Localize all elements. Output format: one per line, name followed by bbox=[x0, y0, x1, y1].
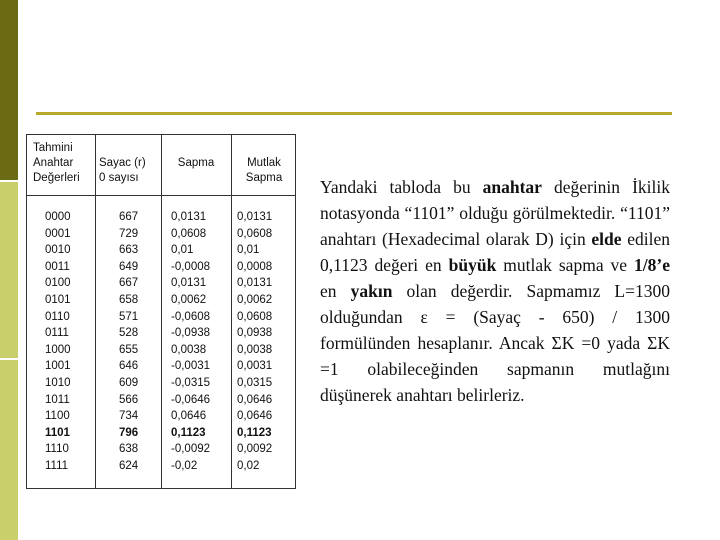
table-cell: 0,0038 bbox=[237, 343, 273, 356]
table-cell: 0,0608 bbox=[171, 227, 207, 240]
column-counter bbox=[119, 209, 138, 475]
table-cell: 655 bbox=[119, 343, 139, 356]
table-cell: 0,0646 bbox=[171, 410, 207, 423]
table-column-divider bbox=[161, 135, 162, 488]
table-cell: 1101 bbox=[45, 426, 70, 439]
table-cell: 1100 bbox=[45, 410, 70, 423]
table-cell: 646 bbox=[119, 360, 139, 373]
table-cell: -0,02 bbox=[171, 459, 198, 472]
table-cell: 566 bbox=[119, 393, 139, 406]
header-line: Sayac (r) bbox=[99, 157, 146, 169]
table-cell: -0,0938 bbox=[171, 327, 211, 340]
table-cell: 0,01 bbox=[237, 244, 260, 257]
table-cell: 0,0092 bbox=[237, 443, 273, 456]
table-cell: 0,0131 bbox=[237, 277, 273, 290]
explanation-paragraph bbox=[320, 174, 670, 408]
column-key-values bbox=[45, 209, 71, 475]
table-cell: 528 bbox=[119, 327, 139, 340]
table-cell: 0000 bbox=[45, 211, 71, 223]
header-key-values bbox=[33, 141, 93, 186]
table-cell: 0010 bbox=[45, 244, 71, 257]
table-cell: -0,0315 bbox=[171, 376, 211, 389]
header-line: Değerleri bbox=[33, 172, 80, 184]
table-cell: 0101 bbox=[45, 293, 71, 306]
table-cell: 734 bbox=[119, 410, 139, 423]
table-cell: 0011 bbox=[45, 260, 70, 273]
paragraph-text: edilen 0,1123 değeri en bbox=[320, 229, 670, 275]
paragraph-text: mutlak sapma ve bbox=[496, 255, 635, 275]
table-cell: 0,0131 bbox=[237, 211, 273, 223]
table-cell: 0,0031 bbox=[237, 360, 273, 373]
table-cell: 0,0062 bbox=[237, 293, 273, 306]
table-cell: 667 bbox=[119, 211, 139, 223]
paragraph-text: en bbox=[320, 281, 351, 301]
table-cell: 0100 bbox=[45, 277, 71, 290]
emphasized-text: yakın bbox=[350, 281, 393, 301]
table-column-divider bbox=[231, 135, 232, 488]
emphasized-text: 1/8’e bbox=[634, 255, 671, 275]
paragraph-text: değerinin İkilik notasyonda “1101” olduğu görülmektedir. “1101” anahtarı (Hexadecimal olarak D) için bbox=[320, 177, 670, 249]
table-cell: 796 bbox=[119, 426, 139, 439]
header-counter bbox=[99, 156, 161, 186]
table-cell: 0111 bbox=[45, 327, 69, 340]
left-accent-bar-dark bbox=[0, 0, 18, 180]
table-cell: 729 bbox=[119, 227, 139, 240]
table-cell: 1011 bbox=[45, 393, 70, 406]
table-cell: 1010 bbox=[45, 376, 71, 389]
table-cell: -0,0008 bbox=[171, 260, 211, 273]
header-deviation bbox=[161, 156, 231, 171]
table-cell: 609 bbox=[119, 376, 139, 389]
header-line: Sapma bbox=[177, 157, 215, 169]
header-line: Sapma bbox=[245, 172, 283, 184]
column-deviation bbox=[171, 209, 210, 475]
table-cell: 0,0131 bbox=[171, 211, 207, 223]
paragraph-text: olan değerdir. Sapmamız L=1300 olduğundan ε = (Sayaç - 650) / 1300 formülünden hesaplanır. Ancak ΣK =0 yada ΣK =1 olabileceğinden sapmanın mutlağını düşünerek anahtarı belirleriz. bbox=[320, 281, 670, 405]
column-absolute-deviation bbox=[237, 209, 272, 475]
table-cell: 0,1123 bbox=[171, 426, 206, 439]
emphasized-text: anahtar bbox=[482, 177, 542, 197]
table-cell: 0,0315 bbox=[237, 376, 273, 389]
table-cell: 667 bbox=[119, 277, 139, 290]
emphasized-text: elde bbox=[591, 229, 622, 249]
accent-bar-divider bbox=[0, 180, 18, 182]
header-line: 0 sayısı bbox=[99, 172, 139, 184]
table-cell: 0,02 bbox=[237, 459, 260, 472]
table-cell: 0,0646 bbox=[237, 393, 273, 406]
left-accent-bar-light bbox=[0, 180, 18, 540]
emphasized-text: büyük bbox=[448, 255, 497, 275]
table-column-divider bbox=[95, 135, 96, 488]
table-cell: 649 bbox=[119, 260, 139, 273]
table-cell: -0,0092 bbox=[171, 443, 211, 456]
table-cell: 571 bbox=[119, 310, 139, 323]
accent-bar-divider bbox=[0, 358, 18, 360]
table-cell: 624 bbox=[119, 459, 139, 472]
table-cell: 1001 bbox=[45, 360, 71, 373]
table-cell: 0,0038 bbox=[171, 343, 207, 356]
table-cell: -0,0608 bbox=[171, 310, 211, 323]
table-cell: 0,0131 bbox=[171, 277, 207, 290]
table-cell: 0,0646 bbox=[237, 410, 273, 423]
table-cell: 1110 bbox=[45, 443, 69, 456]
table-cell: 0,0608 bbox=[237, 227, 273, 240]
table-cell: 638 bbox=[119, 443, 139, 456]
table-cell: 0,0938 bbox=[237, 327, 273, 340]
header-line: Anahtar bbox=[33, 157, 74, 169]
table-cell: -0,0031 bbox=[171, 360, 211, 373]
table-cell: 0001 bbox=[45, 227, 71, 240]
table-cell: 0,0008 bbox=[237, 260, 273, 273]
header-line: Mutlak bbox=[247, 157, 281, 169]
table-cell: 1000 bbox=[45, 343, 71, 356]
table-cell: 0,0062 bbox=[171, 293, 207, 306]
table-cell: 663 bbox=[119, 244, 139, 257]
title-rule bbox=[36, 112, 672, 115]
table-cell: 0,0608 bbox=[237, 310, 273, 323]
paragraph-text: Yandaki tabloda bu bbox=[320, 177, 483, 197]
table-cell: 0,01 bbox=[171, 244, 194, 257]
table-cell: 658 bbox=[119, 293, 139, 306]
key-deviation-table bbox=[26, 134, 296, 489]
table-cell: 0,1123 bbox=[237, 426, 272, 439]
header-line: Tahmini bbox=[33, 142, 73, 154]
table-cell: 0110 bbox=[45, 310, 70, 323]
table-cell: 1111 bbox=[45, 459, 69, 472]
header-absolute-deviation bbox=[231, 156, 297, 186]
table-cell: -0,0646 bbox=[171, 393, 211, 406]
table-header-divider bbox=[27, 195, 295, 196]
